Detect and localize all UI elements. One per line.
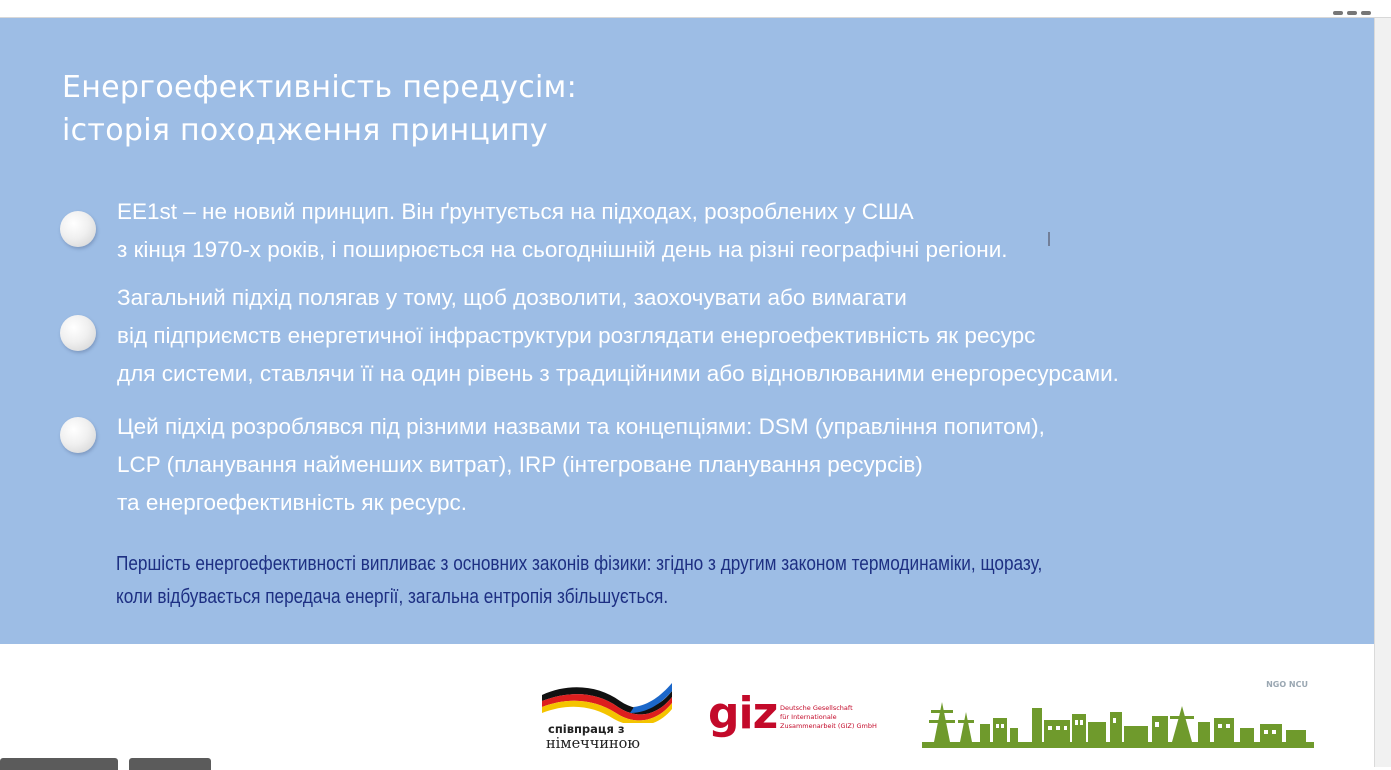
giz-fullname-line-2: für Internationale [780, 713, 837, 721]
giz-fullname-line-1: Deutsche Gesellschaft [780, 704, 853, 712]
top-toolbar [0, 0, 1391, 18]
vertical-scrollbar[interactable] [1374, 18, 1391, 767]
text-cursor-icon [1048, 232, 1050, 246]
slide-title-line-2: історія походження принципу [62, 113, 548, 148]
cooperation-text-line-2: німеччиною [546, 736, 641, 752]
bullet-2-line-3: для системи, ставлячи її на один рівень з традиційними або відновлюваними енергоресурсами. [117, 361, 1119, 386]
bullet-3-line-1: Цей підхід розроблявся під різними назвами та концепціями: DSM (управління попитом), [117, 414, 1045, 439]
bullet-item-2 [117, 279, 1119, 393]
bullet-item-3 [117, 408, 1045, 522]
note-line-1: Першість енергоефективності випливає з основних законів фізики: згідно з другим законом термодинаміки, щоразу, [116, 553, 1043, 575]
cooperation-with-germany-logo [538, 683, 678, 757]
bullet-3-line-2: LCP (планування найменших витрат), IRP (інтегроване планування ресурсів) [117, 452, 923, 477]
taskbar-button[interactable] [0, 758, 118, 770]
giz-fullname [780, 704, 877, 731]
toolbar-controls[interactable] [1333, 0, 1387, 6]
bullet-circle-icon [60, 211, 96, 247]
bullet-1-line-2: з кінця 1970-х років, і поширюється на сьогоднішній день на різні географічні регіони. [117, 237, 1008, 262]
bullet-3-line-3: та енергоефективність як ресурс. [117, 490, 467, 515]
note-line-2: коли відбувається передача енергії, загальна ентропія збільшується. [116, 586, 669, 608]
giz-fullname-line-3: Zusammenarbeit (GIZ) GmbH [780, 722, 877, 730]
giz-logo [708, 688, 908, 754]
giz-wordmark: giz [708, 688, 778, 739]
flag-ribbon-icon [538, 683, 678, 723]
slide-title [62, 66, 577, 152]
bullet-circle-icon [60, 417, 96, 453]
ngo-ncu-logo [920, 678, 1316, 756]
city-skyline-icon [920, 678, 1316, 756]
bullet-2-line-1: Загальний підхід полягав у тому, щоб дозволити, заохочувати або вимагати [117, 285, 907, 310]
bullet-2-line-2: від підприємств енергетичної інфраструктури розглядати енергоефективність як ресурс [117, 323, 1036, 348]
ngo-label: NGO NCU [1266, 680, 1308, 689]
bullet-1-line-1: EE1st – не новий принцип. Він ґрунтується на підходах, розроблених у США [117, 199, 914, 224]
slide-title-line-1: Енергоефективність передусім: [62, 70, 577, 105]
cooperation-text-line-1: співпраця з [548, 722, 625, 736]
taskbar-button[interactable] [129, 758, 211, 770]
bullet-item-1 [117, 193, 1008, 269]
physics-note [116, 548, 1042, 614]
bullet-circle-icon [60, 315, 96, 351]
